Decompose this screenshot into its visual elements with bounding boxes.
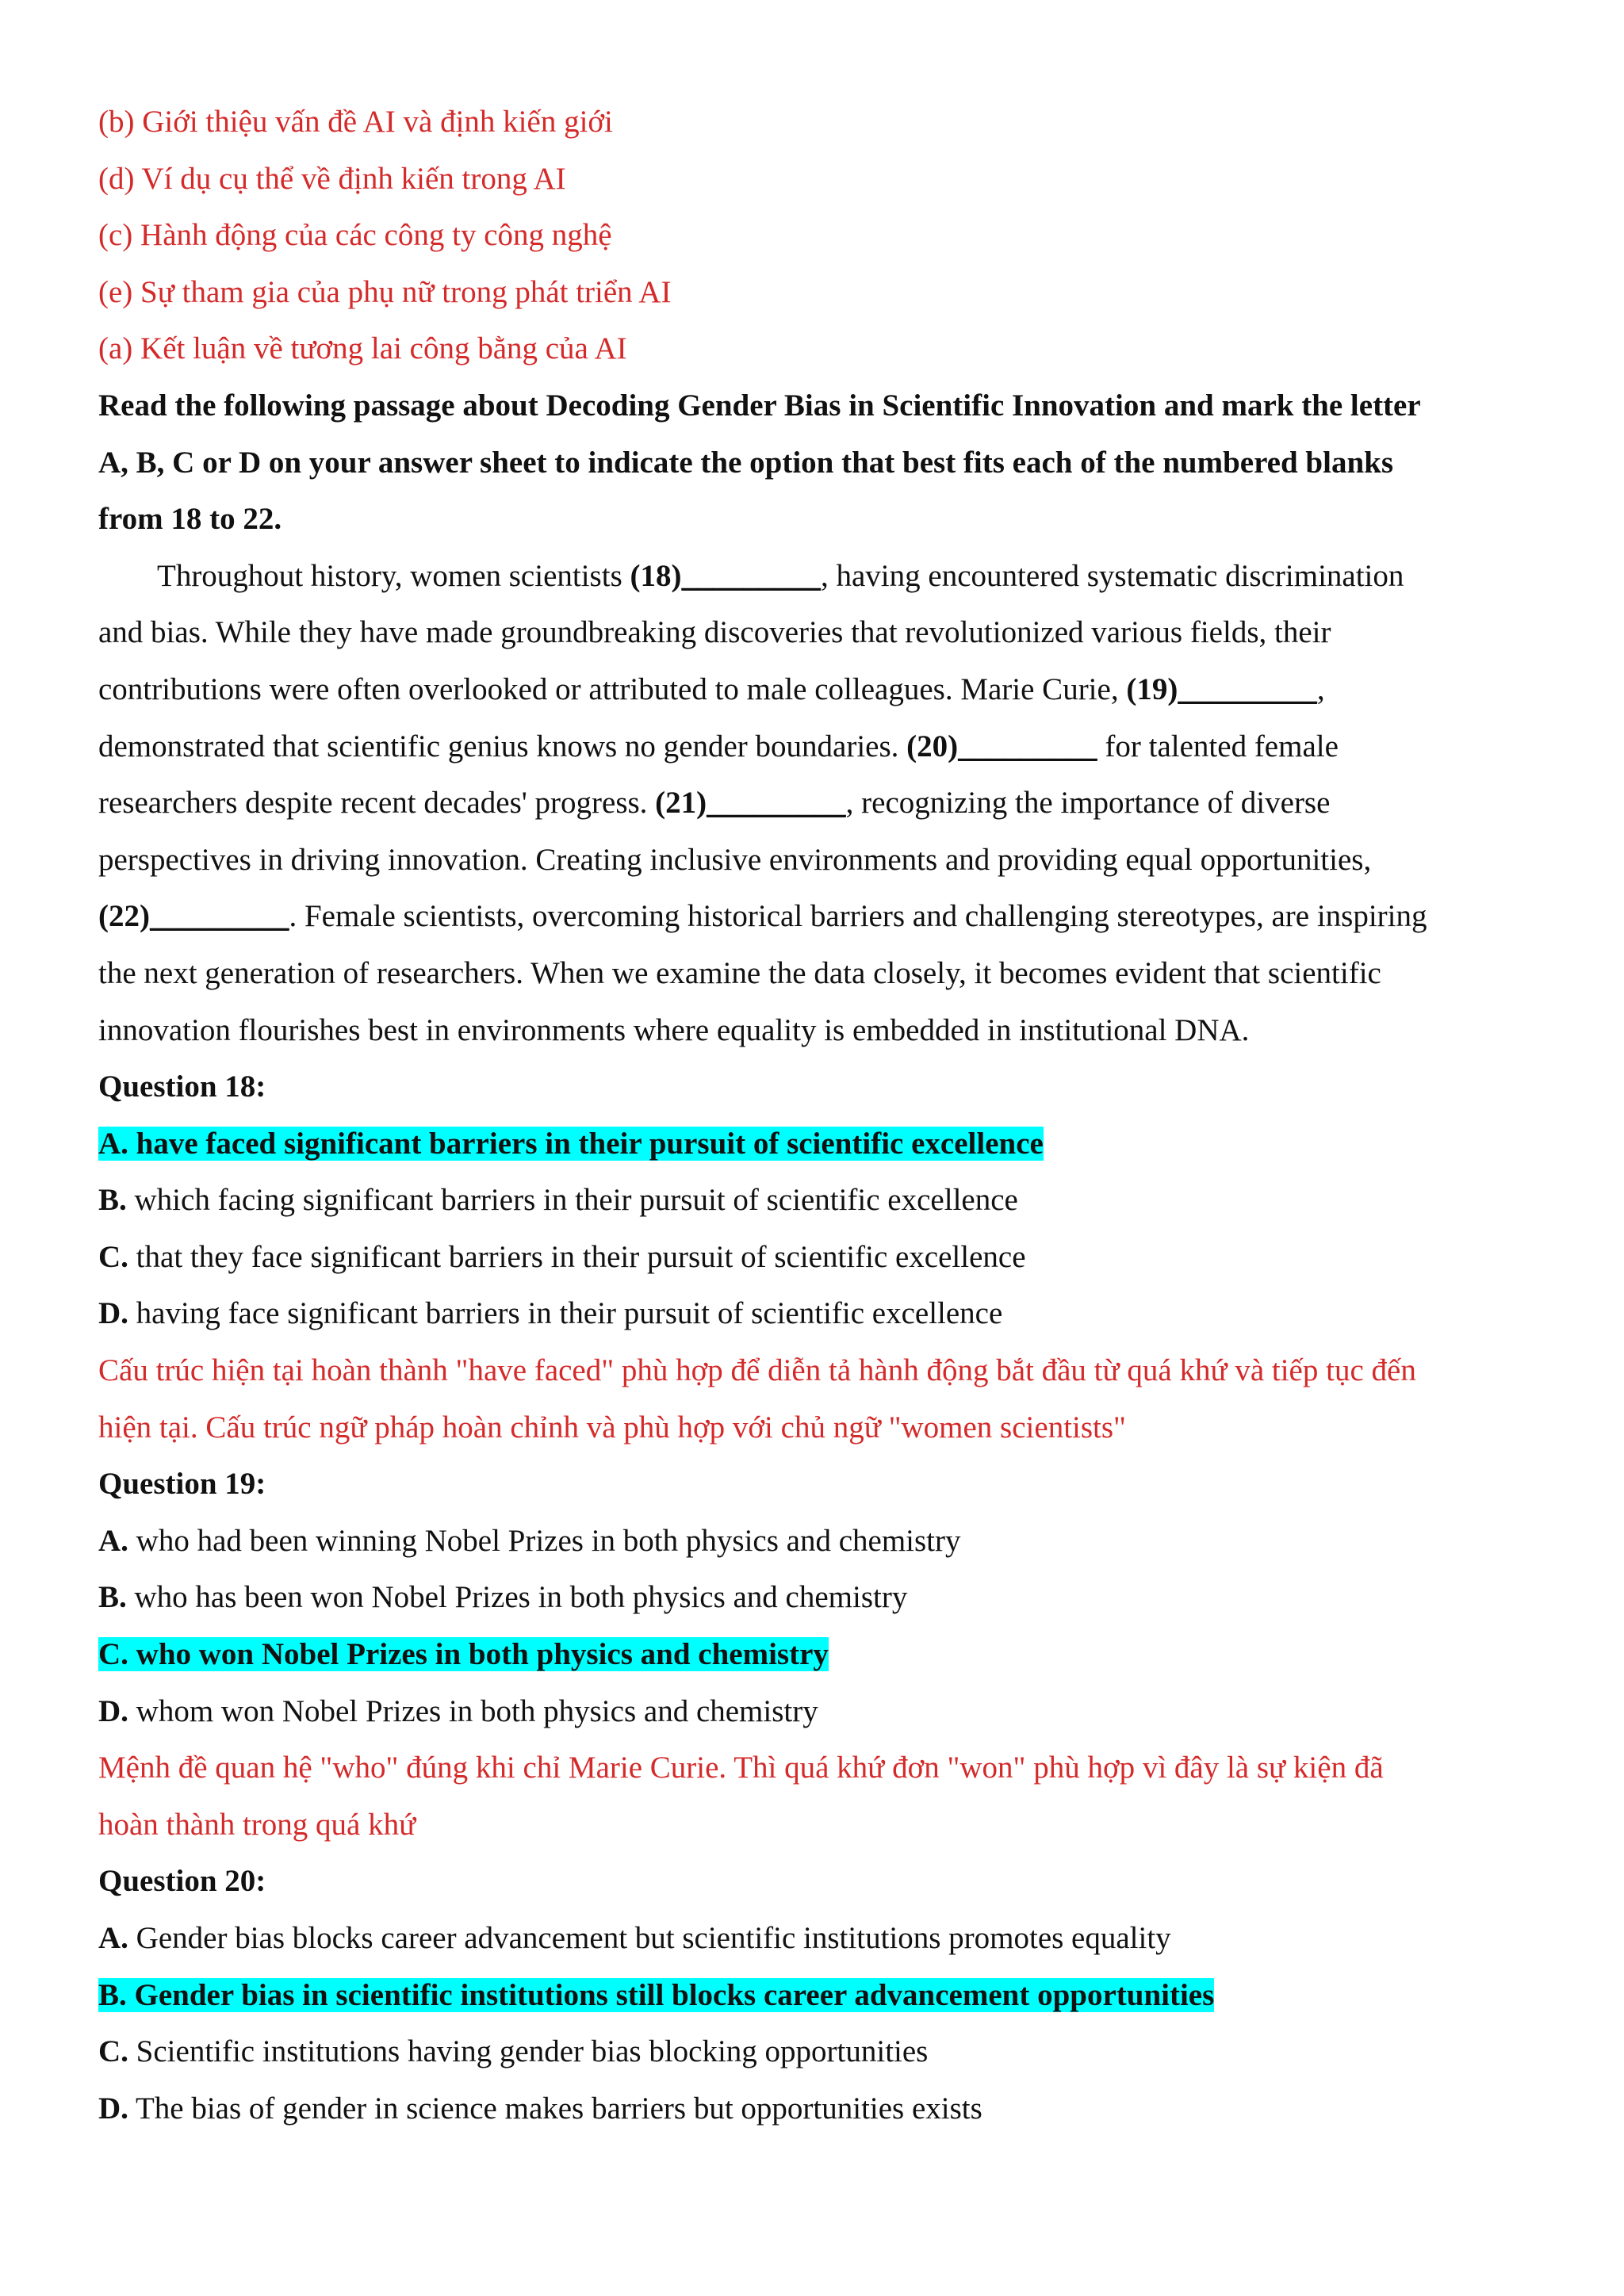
instruction-line: Read the following passage about Decoding Gender Bias in Scientific Innovation and mark the letter [98,388,1421,423]
outline-item: (a) Kết luận về tương lai công bằng của AI [98,331,627,366]
passage-text: demonstrated that scientific genius knows no gender boundaries. [98,729,907,763]
q18-explanation: Cấu trúc hiện tại hoàn thành "have faced" phù hợp để diễn tả hành động bắt đầu từ quá khứ và tiếp tục đến [98,1353,1416,1388]
blank-19-number: (19) [1126,672,1178,706]
passage-line: the next generation of researchers. When we examine the data closely, it becomes evident that scientific [98,955,1381,990]
blank-20: _________ [958,729,1097,763]
blank-19: _________ [1178,672,1317,706]
passage-text: . Female scientists, overcoming historical barriers and challenging stereotypes, are inspiring [289,899,1427,934]
outline-item: (c) Hành động của các công ty công nghệ [98,218,612,253]
passage-text: , having encountered systematic discrimination [821,558,1404,593]
passage-line [98,718,1526,775]
document-content [98,94,1526,2137]
correct-answer-highlight: B. Gender bias in scientific institutions still blocks career advancement opportunities [98,1977,1215,2012]
passage-line: and bias. While they have made groundbreaking discoveries that revolutionized various fields, their [98,615,1331,650]
blank-21: _________ [707,786,846,821]
correct-answer-highlight: A. have faced significant barriers in their pursuit of scientific excellence [98,1126,1044,1161]
blank-18-number: (18) [630,558,682,593]
passage-text: researchers despite recent decades' progress. [98,786,656,821]
blank-21-number: (21) [655,786,707,821]
blank-22-number: (22) [98,899,150,934]
q18-option-c: C. that they face significant barriers in their pursuit of scientific excellence [98,1239,1026,1274]
q19-option-b: B. who has been won Nobel Prizes in both physics and chemistry [98,1580,908,1615]
passage-text: , [1316,672,1325,706]
outline-item: (e) Sự tham gia của phụ nữ trong phát triển AI [98,274,672,309]
correct-answer-highlight: C. who won Nobel Prizes in both physics and chemistry [98,1637,829,1672]
blank-20-number: (20) [906,729,959,763]
q19-option-d: D. whom won Nobel Prizes in both physics and chemistry [98,1693,818,1728]
passage-text: Throughout history, women scientists [157,558,630,593]
question-19-title: Question 19: [98,1467,266,1502]
instruction-line: A, B, C or D on your answer sheet to indicate the option that best fits each of the numbered blanks [98,445,1394,480]
q18-option-d: D. having face significant barriers in their pursuit of scientific excellence [98,1296,1003,1331]
passage-line [98,548,1526,605]
q20-option-b-correct [98,1967,1526,2024]
instruction-line: from 18 to 22. [98,502,282,537]
passage-line: perspectives in driving innovation. Creating inclusive environments and providing equal opportunities, [98,842,1372,877]
passage-text: contributions were often overlooked or attributed to male colleagues. Marie Curie, [98,672,1127,706]
q20-option-a: A. Gender bias blocks career advancement but scientific institutions promotes equality [98,1921,1171,1955]
outline-item: (b) Giới thiệu vấn đề AI và định kiến giới [98,105,613,139]
outline-item: (d) Ví dụ cụ thể về định kiến trong AI [98,161,566,196]
q18-explanation: hiện tại. Cấu trúc ngữ pháp hoàn chỉnh và phù hợp với chủ ngữ "women scientists" [98,1410,1126,1445]
passage-line: innovation flourishes best in environments where equality is embedded in institutional DNA. [98,1012,1250,1047]
q19-option-c-correct [98,1626,1526,1683]
passage-line [98,775,1526,832]
question-18-title: Question 18: [98,1070,266,1104]
passage-text: for talented female [1097,729,1339,763]
q19-explanation: Mệnh đề quan hệ "who" đúng khi chỉ Marie Curie. Thì quá khứ đơn "won" phù hợp vì đây là sự kiện đã [98,1751,1384,1785]
q19-option-a: A. who had been winning Nobel Prizes in both physics and chemistry [98,1523,961,1558]
passage-text: , recognizing the importance of diverse [845,786,1331,821]
blank-18: _________ [681,558,821,593]
passage-line [98,661,1526,718]
q20-option-d: D. The bias of gender in science makes barriers but opportunities exists [98,2091,982,2126]
q19-explanation: hoàn thành trong quá khứ [98,1807,416,1842]
q20-option-c: C. Scientific institutions having gender bias blocking opportunities [98,2034,929,2069]
q18-option-b: B. which facing significant barriers in their pursuit of scientific excellence [98,1183,1018,1218]
passage-line [98,888,1526,945]
question-20-title: Question 20: [98,1864,266,1899]
blank-22: _________ [149,899,289,934]
q18-option-a-correct [98,1115,1526,1173]
